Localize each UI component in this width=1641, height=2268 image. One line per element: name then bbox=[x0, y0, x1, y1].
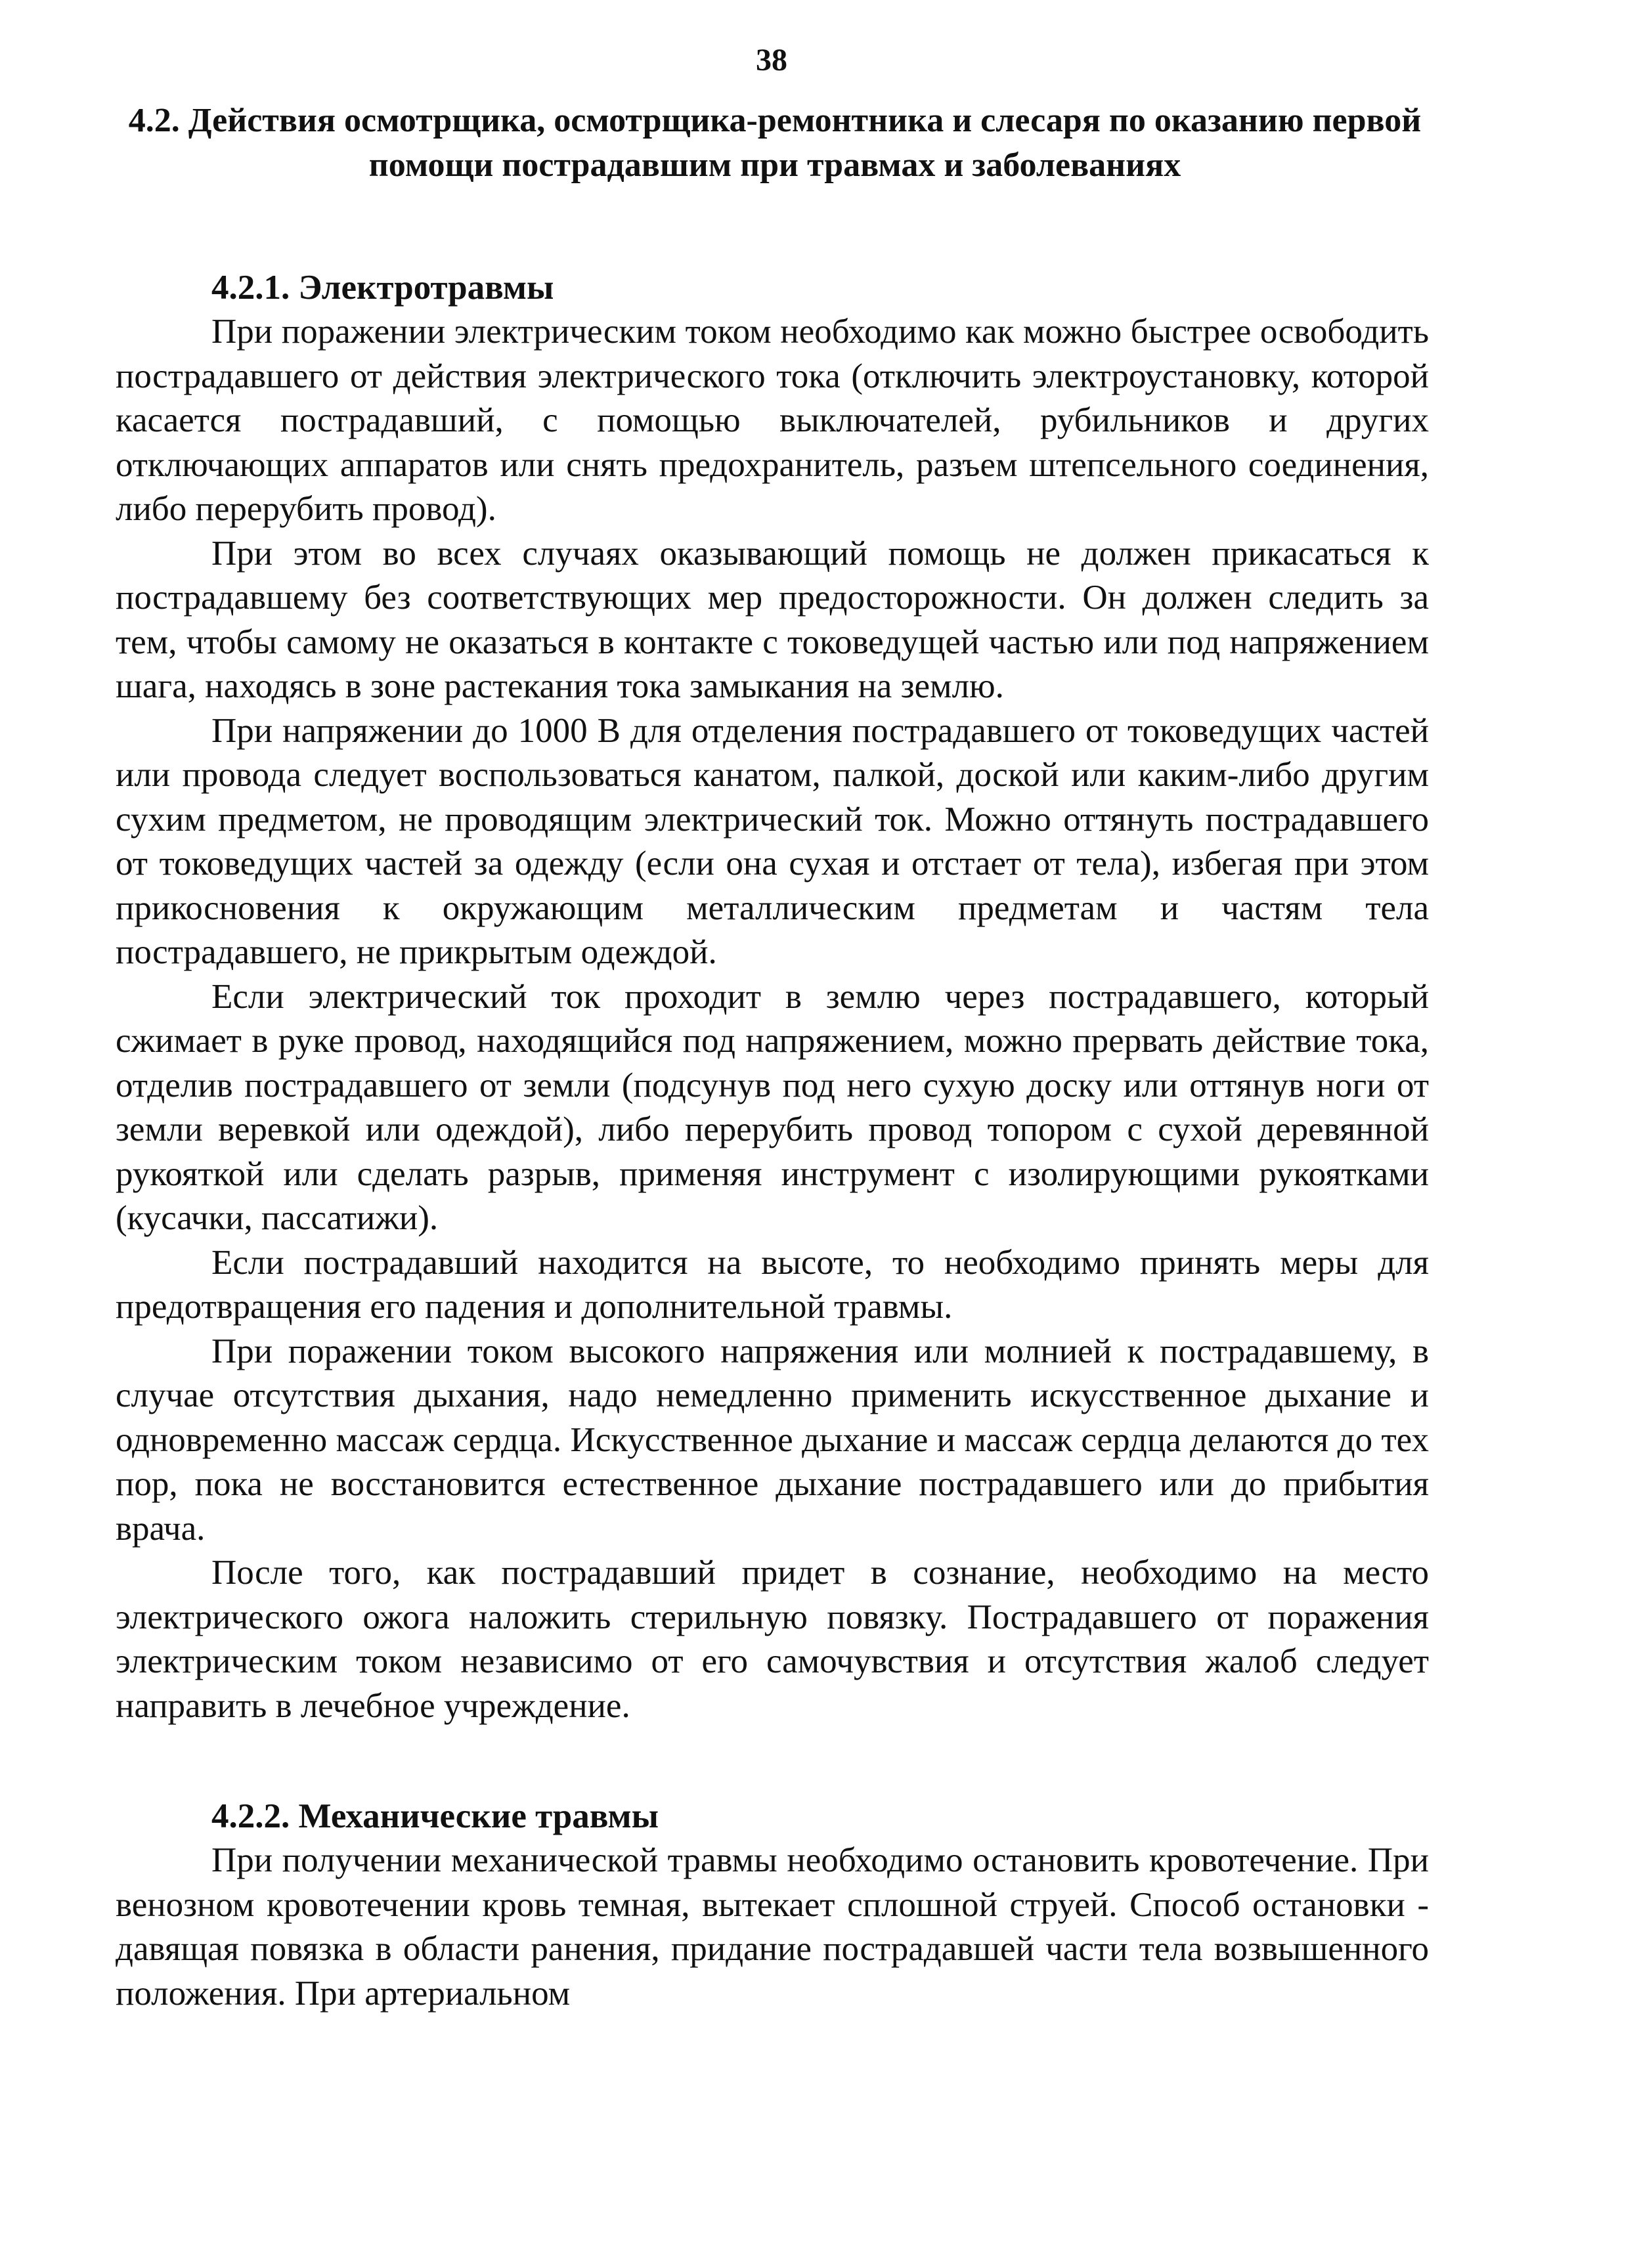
paragraph: При получении механической травмы необходимо остановить кровотечение. При венозном кровотечении кровь темная, вытекает сплошной струей. Способ остановки - давящая повязка в области ранения, придание пострадавшей части тела возвышенного положения. При артериальном bbox=[116, 1841, 1429, 2013]
subsection-heading-electrotrauma: 4.2.1. Электротравмы bbox=[211, 269, 554, 307]
page-number: 38 bbox=[756, 43, 787, 77]
paragraph: При напряжении до 1000 В для отделения пострадавшего от токоведущих частей или провода следует воспользоваться канатом, палкой, доской или каким-либо другим сухим предметом, не проводящим электрический ток. Можно оттянуть пострадавшего от токоведущих частей за одежду (если она сухая и отстает от тела), избегая при этом прикосновения к окружающим металлическим предметам и частям тела пострадавшего, не прикрытым одеждой. bbox=[116, 711, 1429, 971]
paragraph: Если пострадавший находится на высоте, то необходимо принять меры для предотвращения его падения и дополнительной травмы. bbox=[116, 1243, 1429, 1326]
section-title: 4.2. Действия осмотрщика, осмотрщика-ремонтника и слесаря по оказанию первой помощи пострадавшим при травмах и заболеваниях bbox=[128, 102, 1422, 184]
document-body bbox=[116, 265, 1429, 2016]
paragraph: При этом во всех случаях оказывающий помощь не должен прикасаться к пострадавшему без соответствующих мер предосторожности. Он должен следить за тем, чтобы самому не оказаться в контакте с токоведущей частью или под напряжением шага, находясь в зоне растекания тока замыкания на землю. bbox=[116, 534, 1429, 705]
paragraph: При поражении электрическим током необходимо как можно быстрее освободить пострадавшего от действия электрического тока (отключить электроустановку, которой касается пострадавший, с помощью выключателей, рубильников и других отключающих аппаратов или снять предохранитель, разъем штепсельного соединения, либо перерубить провод). bbox=[116, 313, 1429, 528]
paragraph: Если электрический ток проходит в землю через пострадавшего, который сжимает в руке провод, находящийся под напряжением, можно прервать действие тока, отделив пострадавшего от земли (подсунув под него сухую доску или оттянув ноги от земли веревкой или одеждой), либо перерубить провод топором с сухой деревянной рукояткой или сделать разрыв, применяя инструмент с изолирующими рукоятками (кусачки, пассатижи). bbox=[116, 977, 1429, 1237]
paragraph: При поражении током высокого напряжения или молнией к пострадавшему, в случае отсутствия дыхания, надо немедленно применить искусственное дыхание и одновременно массаж сердца. Искусственное дыхание и массаж сердца делаются до тех пор, пока не восстановится естественное дыхание пострадавшего или до прибытия врача. bbox=[116, 1332, 1429, 1548]
subsection-heading-mechanical-trauma: 4.2.2. Механические травмы bbox=[211, 1797, 659, 1835]
section-spacer bbox=[116, 1728, 1429, 1794]
paragraph: После того, как пострадавший придет в сознание, необходимо на место электрического ожога наложить стерильную повязку. Пострадавшего от поражения электрическим током независимо от его самочувствия и отсутствия жалоб следует направить в лечебное учреждение. bbox=[116, 1554, 1429, 1725]
